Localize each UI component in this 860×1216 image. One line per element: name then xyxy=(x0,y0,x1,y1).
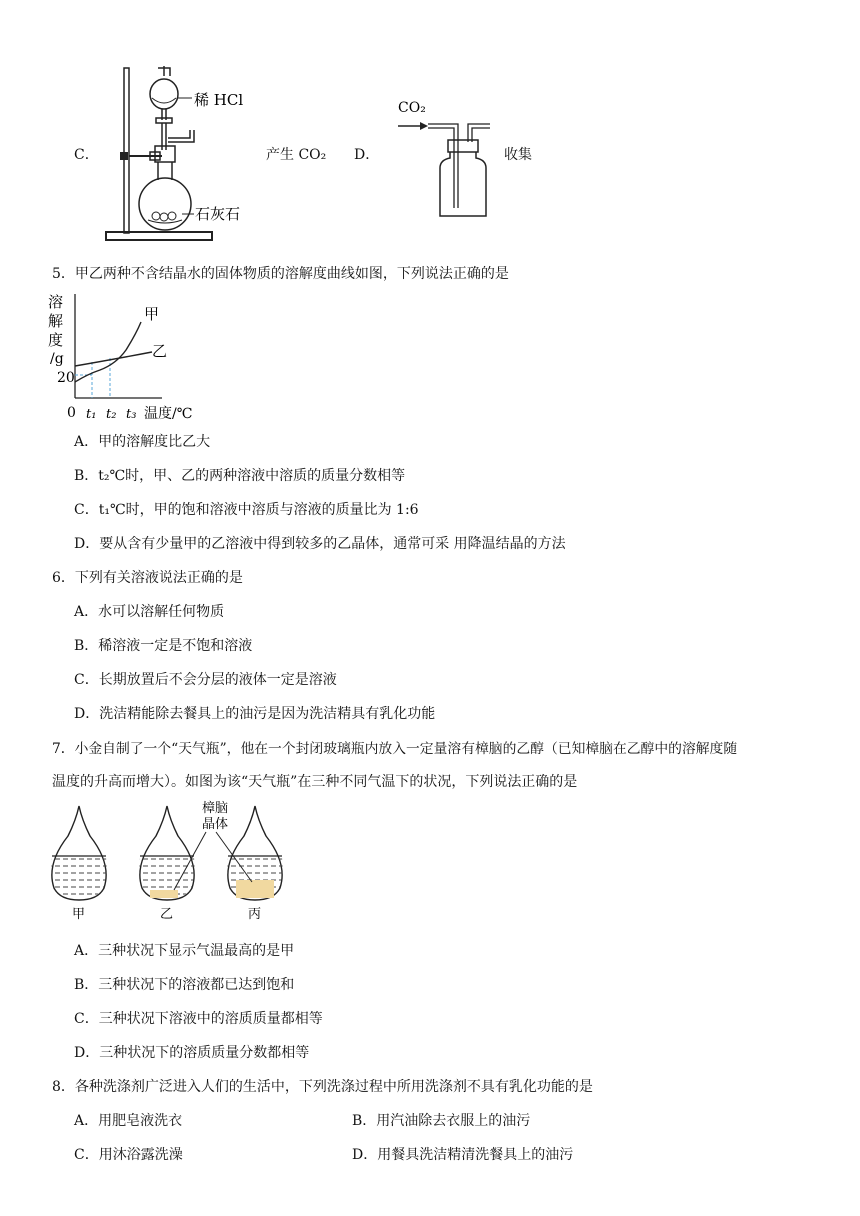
q8-option-a: A．用肥皂液洗衣 xyxy=(74,1113,183,1129)
q6-option-a: A．水可以溶解任何物质 xyxy=(74,604,225,620)
curve-yi xyxy=(75,352,152,366)
weather-bottles-figure xyxy=(46,800,306,924)
option-letter: C． xyxy=(74,147,99,163)
q7-option-c: C．三种状况下溶液中的溶质质量都相等 xyxy=(74,1011,323,1027)
y-label-char: 溶 xyxy=(48,293,64,311)
y-label-char: 度 xyxy=(48,331,64,349)
q8-option-d: D．用餐具洗洁精清洗餐具上的油污 xyxy=(352,1147,574,1163)
option-caption: 产生 CO₂ xyxy=(266,147,327,163)
q5-option-b: B．t₂℃时，甲、乙的两种溶液中溶质的质量分数相等 xyxy=(74,468,406,484)
q5-option-a: A．甲的溶解度比乙大 xyxy=(74,434,211,450)
q7-stem-line2: 温度的升高而增大）。如图为该“天气瓶”在三种不同气温下的状况，下列说法正确的是 xyxy=(52,774,578,790)
co2-generator-apparatus xyxy=(100,62,260,244)
q8-stem: 8．各种洗涤剂广泛进入人们的生活中，下列洗涤过程中所用洗涤剂不具有乳化功能的是 xyxy=(52,1079,593,1095)
y-label-char: /g xyxy=(50,351,64,367)
x-axis-label: 温度/℃ xyxy=(144,406,193,422)
camphor-crystal xyxy=(236,880,274,898)
label-co2: CO₂ xyxy=(398,100,426,116)
crystal-label: 樟脑 xyxy=(202,801,229,816)
y-tick-label: 20 xyxy=(57,370,75,386)
q6-stem: 6．下列有关溶液说法正确的是 xyxy=(52,570,243,586)
q5-option-d: D．要从含有少量甲的乙溶液中得到较多的乙晶体，通常可采 用降温结晶的方法 xyxy=(74,536,566,552)
x-tick-label: t₂ xyxy=(106,407,117,422)
q7-stem-line1: 7．小金自制了一个“天气瓶”，他在一个封闭玻璃瓶内放入一定量溶有樟脑的乙醇（已知樟脑在乙醇中的溶解度随 xyxy=(52,741,738,757)
q6-option-d: D．洗洁精能除去餐具上的油污是因为洗洁精具有乳化功能 xyxy=(74,706,436,722)
curve-jia-label: 甲 xyxy=(144,305,160,323)
q8-option-b: B．用汽油除去衣服上的油污 xyxy=(352,1113,531,1129)
bottle-label: 甲 xyxy=(72,907,86,922)
option-caption: 收集 xyxy=(504,147,532,163)
q5-stem: 5．甲乙两种不含结晶水的固体物质的溶解度曲线如图，下列说法正确的是 xyxy=(52,266,509,282)
bottle-jia xyxy=(51,806,106,922)
x-tick-label: t₁ xyxy=(86,407,97,422)
q5-option-c: C．t₁℃时，甲的饱和溶液中溶质与溶液的质量比为 1:6 xyxy=(74,502,419,518)
q7-option-d: D．三种状况下的溶质质量分数都相等 xyxy=(74,1045,310,1061)
option-letter: D． xyxy=(354,147,380,163)
bottle-label: 乙 xyxy=(160,907,174,922)
label-dilute-hcl: 稀 HCl xyxy=(194,91,244,109)
camphor-crystal xyxy=(150,890,178,898)
origin-label: 0 xyxy=(67,405,76,421)
x-tick-label: t₃ xyxy=(126,407,137,422)
bottle-yi xyxy=(139,806,194,922)
curve-jia xyxy=(75,322,141,382)
curve-yi-label: 乙 xyxy=(152,342,168,360)
q6-option-b: B．稀溶液一定是不饱和溶液 xyxy=(74,638,253,654)
bottle-bing xyxy=(227,806,282,922)
label-limestone: 石灰石 xyxy=(195,205,241,223)
q7-option-b: B．三种状况下的溶液都已达到饱和 xyxy=(74,977,295,993)
q6-option-c: C．长期放置后不会分层的液体一定是溶液 xyxy=(74,672,337,688)
y-label-char: 解 xyxy=(48,312,64,330)
gas-collection-bottle xyxy=(394,96,504,220)
solubility-chart xyxy=(44,290,204,424)
q8-option-c: C．用沐浴露洗澡 xyxy=(74,1147,183,1163)
q7-option-a: A．三种状况下显示气温最高的是甲 xyxy=(74,943,295,959)
crystal-label: 晶体 xyxy=(202,817,229,832)
bottle-label: 丙 xyxy=(248,907,262,922)
